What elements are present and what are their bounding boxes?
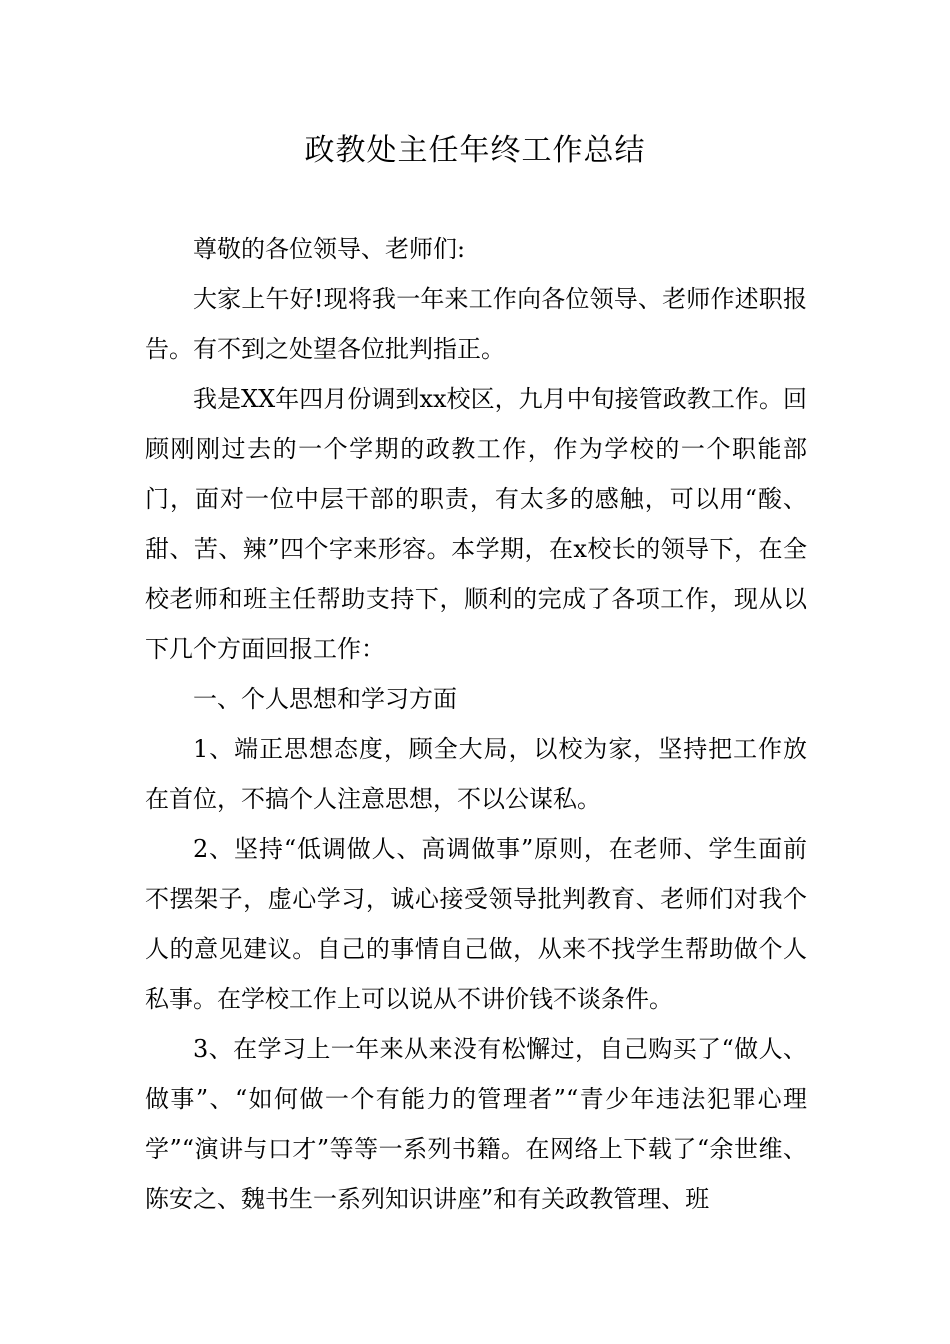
document-body — [145, 224, 807, 1224]
paragraph-item-3: 3、在学习上一年来从来没有松懈过，自己购买了“做人、做事”、“如何做一个有能力的管理者”“青少年违法犯罪心理学”“演讲与口才”等等一系列书籍。在网络上下载了“余世维、陈安之、魏书生一系列知识讲座”和有关政教管理、班 — [145, 1035, 807, 1213]
paragraph-intro: 我是XX年四月份调到xx校区，九月中旬接管政教工作。回顾刚刚过去的一个学期的政教工作，作为学校的一个职能部门，面对一位中层干部的职责，有太多的感触，可以用“酸、甜、苦、辣”四个字来形容。本学期，在x校长的领导下，在全校老师和班主任帮助支持下，顺利的完成了各项工作，现从以下几个方面回报工作： — [145, 385, 807, 663]
paragraph-greeting: 大家上午好!现将我一年来工作向各位领导、老师作述职报告。有不到之处望各位批判指正。 — [145, 285, 807, 363]
paragraph-salutation: 尊敬的各位领导、老师们: — [193, 235, 466, 263]
document-title: 政教处主任年终工作总结 — [304, 133, 646, 168]
paragraph-item-1: 1、端正思想态度，顾全大局，以校为家，坚持把工作放在首位，不搞个人注意思想，不以公谋私。 — [145, 735, 807, 813]
paragraph-item-2: 2、坚持“低调做人、高调做事”原则，在老师、学生面前不摆架子，虚心学习，诚心接受领导批判教育、老师们对我个人的意见建议。自己的事情自己做，从来不找学生帮助做个人私事。在学校工作上可以说从不讲价钱不谈条件。 — [145, 835, 807, 1013]
section-heading-1: 一、个人思想和学习方面 — [193, 685, 457, 713]
